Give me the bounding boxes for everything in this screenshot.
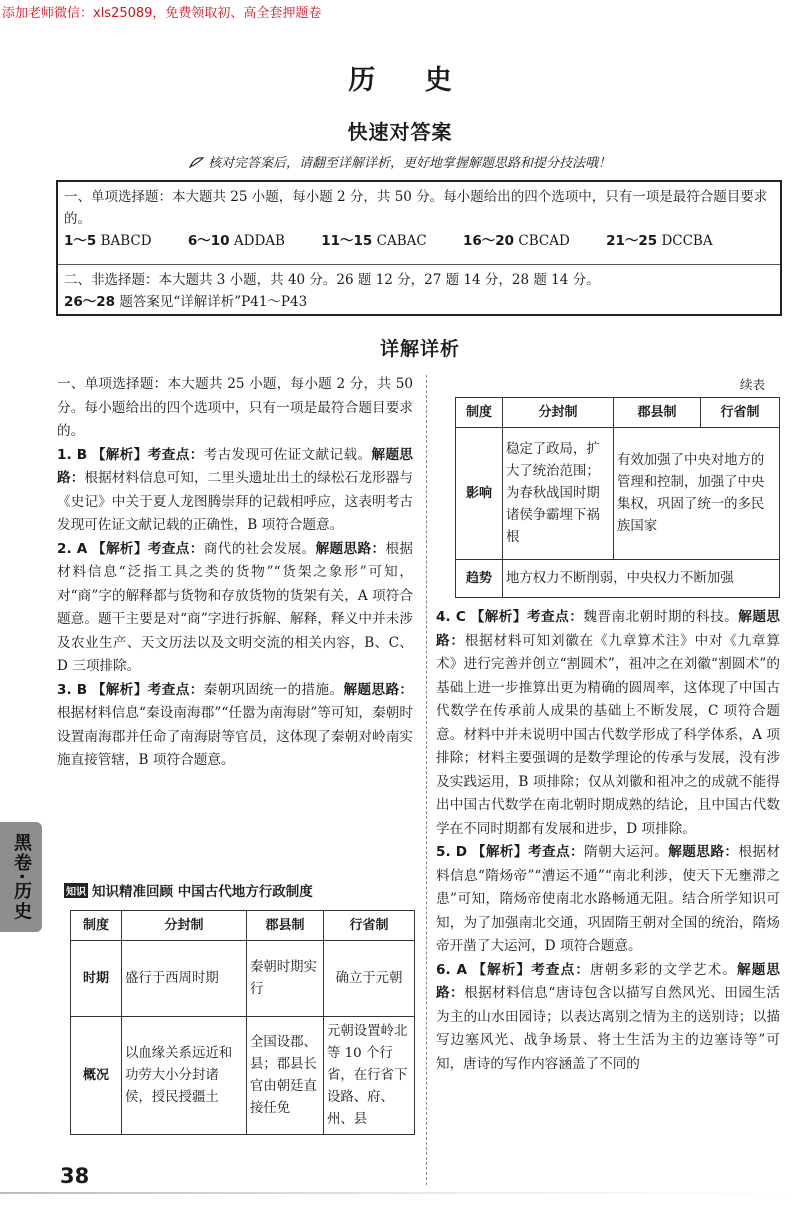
table-row (456, 428, 780, 560)
knowledge-icon: 知识 (64, 883, 88, 898)
answer-box (56, 180, 782, 316)
continued-table-label: 续表 (740, 377, 766, 392)
question-5: 5. D 【解析】考查点：隋朝大运河。解题思路：根据材料信息“隋炀帝”“漕运不通”“南北利涉，使天下无壅滞之患”可知，隋炀帝使南北水路畅通无阻。结合所学知识可知，为了加强南北交通，巩固隋王朝对全国的统治，隋炀帝开凿了大运河，D 项符合题意。 (436, 844, 781, 954)
table-row (71, 941, 415, 1017)
knowledge-topic: 中国古代地方行政制度 (177, 884, 313, 900)
question-4: 4. C 【解析】考查点：魏晋南北朝时期的科技。解题思路：根据材料可知刘徽在《九章算术注》中对《九章算术》进行完善并创立“割圆术”，祖冲之在刘徽“割圆术”的基础上进一步推算出更为精确的圆周率，这体现了中国古代数学在传承前人成果的基础上不断发展，C 项符合题意。材料中并未说明中国古代数学形成了科学体系，A 项排除；材料主要强调的是数学理论的传承与发展，没有涉及实践运用，B 项排除；仅从刘徽和祖冲之的成就不能得出中国古代数学在南北朝时期成熟的结论，且中国古代数学在不同时期都有发展和进步，D 项排除。 (436, 609, 781, 837)
table-cell: 以血缘关系远近和功劳大小分封诸侯，授民授疆土 (122, 1017, 247, 1135)
question-2: 2. A 【解析】考查点：商代的社会发展。解题思路：根据材料信息“泛指工具之类的货物”“货架之象形”可知，对“商”字的解释都与货物和存放货物的货架有关，A 项符合题意。题干主要是对“商”字进行拆解、解释，释义中并未涉及农业生产、天文历法以及文明交流的相关内容，B、C、D 三项排除。 (57, 540, 414, 674)
answer-group: 11～15 CABAC (321, 233, 427, 249)
knowledge-label: 知识精准回顾 (92, 884, 173, 900)
table-header: 制度 (456, 398, 503, 428)
section2-ref: 26～28 题答案见“详解详析”P41～P43 (64, 294, 308, 310)
answer-group: 1～5 BABCD (64, 233, 152, 249)
answer-group: 6～10 ADDAB (187, 233, 285, 249)
answer-note (0, 152, 800, 171)
table-header: 郡县制 (247, 911, 324, 941)
table-header: 制度 (71, 911, 122, 941)
row-header: 时期 (71, 941, 122, 1017)
quick-answer-title: 快速对答案 (347, 120, 453, 144)
page-title: 历 史 (348, 65, 472, 96)
table-header: 行省制 (701, 398, 780, 428)
row-header: 趋势 (456, 560, 503, 598)
table-row (456, 560, 780, 598)
answer-note-text: 核对完答案后，请翻至详解详析，更好地掌握解题思路和提分技法哦！ (207, 156, 611, 171)
answer-section-1 (58, 182, 780, 265)
left-column (57, 373, 413, 773)
row-header: 影响 (456, 428, 503, 560)
column-divider (426, 375, 427, 1185)
table-cell: 盛行于西周时期 (122, 941, 247, 1017)
answer-section-2 (58, 265, 780, 313)
detail-title: 详解详析 (380, 338, 461, 360)
table-header: 行省制 (324, 911, 415, 941)
row-header: 概况 (71, 1017, 122, 1135)
table-cell: 秦朝时期实行 (247, 941, 324, 1017)
knowledge-review-header (64, 880, 313, 900)
answer-groups (64, 230, 774, 252)
side-tab: 黑卷·历史 (0, 822, 42, 932)
table-cell: 有效加强了中央对地方的管理和控制，加强了中央集权，巩固了统一的多民族国家 (614, 428, 780, 560)
section1-text: 一、单项选择题：本大题共 25 小题，每小题 2 分，共 50 分。每小题给出的四个选项中，只有一项是最符合题目要求的。 (64, 189, 768, 227)
admin-system-table-continued (455, 397, 780, 598)
admin-system-table (70, 910, 415, 1135)
section-intro: 一、单项选择题：本大题共 25 小题，每小题 2 分，共 50 分。每小题给出的四个选项中，只有一项是最符合题目要求的。 (57, 376, 413, 439)
question-1: 1. B 【解析】考查点：考古发现可佐证文献记载。解题思路：根据材料信息可知，二里头遗址出土的绿松石龙形器与《史记》中关于夏人龙图腾崇拜的记载相呼应，这表明考古发现可佐证文献记载的正确性，B 项符合题意。 (57, 446, 414, 533)
table-row (71, 1017, 415, 1135)
right-column (436, 606, 780, 1076)
table-header: 分封制 (503, 398, 614, 428)
table-header: 分封制 (122, 911, 247, 941)
section2-text: 二、非选择题：本大题共 3 小题，共 40 分。26 题 12 分，27 题 14 分，28 题 14 分。 (64, 272, 600, 288)
bottom-bar (0, 1192, 800, 1194)
question-6: 6. A 【解析】考查点：唐朝多彩的文学艺术。解题思路：根据材料信息“唐诗包含以描写自然风光、田园生活为主的山水田园诗；以表达离别之情为主的送别诗；以描写边塞风光、战争场景、将士生活为主的边塞诗等”可知，唐诗的写作内容涵盖了不同的 (436, 961, 781, 1072)
pen-icon (189, 156, 205, 168)
page-number: 38 (60, 1164, 90, 1188)
question-3: 3. B 【解析】考查点：秦朝巩固统一的措施。解题思路：根据材料信息“秦设南海郡”“任嚣为南海尉”等可知，秦朝时设置南海郡并任命了南海尉等官员，这体现了秦朝对岭南实施直接管辖，B 项符合题意。 (57, 681, 414, 768)
answer-group: 21～25 DCCBA (606, 233, 713, 249)
table-cell: 确立于元朝 (324, 941, 415, 1017)
table-cell: 全国设郡、县；郡县长官由朝廷直接任免 (247, 1017, 324, 1135)
table-header: 郡县制 (614, 398, 701, 428)
table-cell: 元朝设置岭北等 10 个行省，在行省下设路、府、州、县 (324, 1017, 415, 1135)
table-cell: 稳定了政局，扩大了统治范围；为春秋战国时期诸侯争霸埋下祸根 (503, 428, 614, 560)
watermark: 添加老师微信：xls25089，免费领取初、高全套押题卷 (2, 6, 322, 21)
table-cell: 地方权力不断削弱，中央权力不断加强 (503, 560, 780, 598)
answer-group: 16～20 CBCAD (463, 233, 570, 249)
